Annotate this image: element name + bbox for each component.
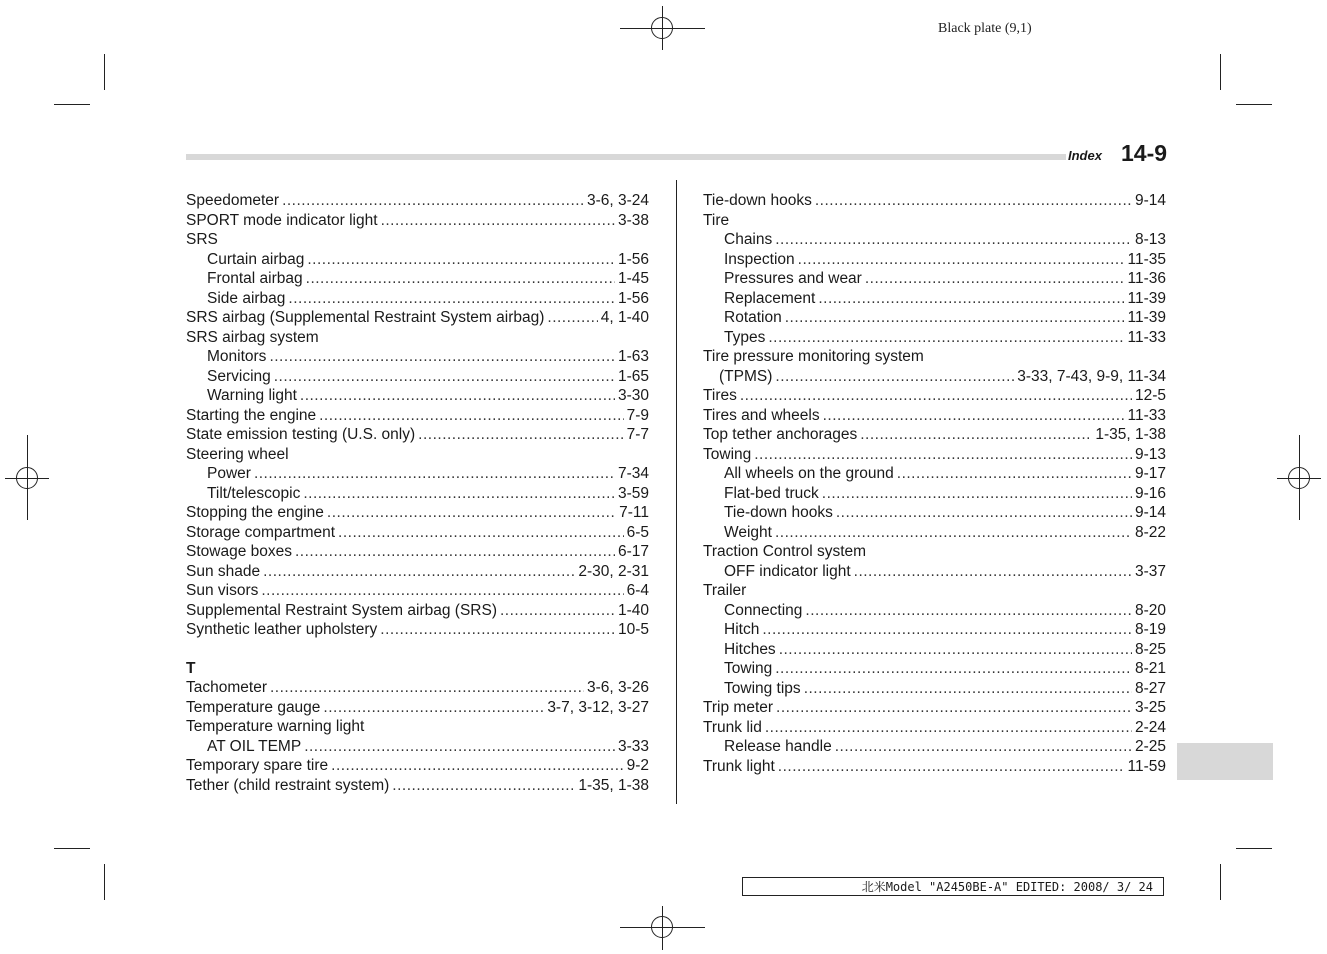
index-entry-page: 2-30, 2-31 [578,562,649,580]
dot-leader [327,503,616,523]
index-entry [186,328,649,348]
index-entry [186,678,649,698]
index-entry [703,191,1166,211]
index-entry-page: 9-16 [1134,484,1166,502]
index-entry [703,659,1166,679]
index-entry-page: 11-35 [1127,250,1166,268]
index-entry-page: 1-65 [617,367,649,385]
index-entry-page: 2-25 [1134,738,1166,755]
index-entry [703,601,1166,621]
index-entry [703,445,1166,465]
index-entry [186,523,649,543]
index-entry [703,367,1166,387]
index-entry-page: 7-34 [617,465,649,482]
index-entry [703,211,1166,231]
index-entry-term: Tie-down hooks [703,192,812,209]
dot-leader [303,484,615,504]
dot-leader [775,659,1132,679]
index-entry-term: Trailer [703,582,747,599]
index-entry [703,308,1166,328]
index-entry-page: 3-33, 7-43, 9-9, 11-34 [1017,367,1166,385]
index-entry [186,542,649,562]
index-entry [703,737,1166,757]
index-entry [703,757,1166,777]
index-entry-term: Warning light [207,387,297,404]
index-entry-term: Pressures and wear [724,270,862,287]
index-entry-term: Towing tips [724,679,801,697]
dot-leader [768,328,1124,348]
index-entry-term: Tires and wheels [703,406,820,424]
index-entry-term: Hitches [724,640,776,658]
index-entry-term: Tilt/telescopic [207,484,301,502]
index-entry-page: 4, 1-40 [600,309,649,326]
index-entry [703,406,1166,426]
index-entry [703,328,1166,348]
dot-leader [306,269,615,289]
dot-leader [754,445,1132,465]
index-entry-term: Replacement [724,289,816,307]
index-entry-term: Power [207,465,251,482]
index-entry-term: Trunk lid [703,718,762,736]
dot-leader [854,562,1132,582]
dot-leader [785,308,1125,328]
dot-leader [381,211,615,231]
index-entry [703,484,1166,504]
index-entry-page: 11-36 [1127,270,1166,287]
index-entry-page: 11-33 [1127,406,1166,424]
index-entry-term: Release handle [724,738,832,755]
index-entry-term: Sun shade [186,562,261,580]
index-entry [703,620,1166,640]
index-entry-term: Temporary spare tire [186,757,329,774]
index-entry [703,425,1166,445]
crop-mark [54,104,90,105]
footer-edit-info: 北米Model "A2450BE-A" EDITED: 2008/ 3/ 24 [742,877,1164,896]
index-entry-page: 8-22 [1134,523,1166,541]
section-letter: T [186,659,196,677]
index-entry-term: Monitors [207,348,267,365]
dot-leader [836,503,1132,523]
index-entry-term: SRS airbag system [186,328,319,346]
dot-leader [319,406,623,426]
index-entry-term: Weight [724,523,772,541]
index-entry [186,386,649,406]
index-entry-term: Speedometer [186,192,280,209]
index-entry [186,250,649,270]
dot-leader [804,679,1132,699]
index-entry-page: 11-39 [1127,289,1166,307]
dot-leader [269,347,615,367]
index-entry [186,484,649,504]
dot-leader [261,581,623,601]
plate-label: Black plate (9,1) [938,21,1032,36]
index-entry-page: 9-14 [1134,504,1166,521]
dot-leader [818,289,1124,309]
dot-leader [304,737,615,757]
crop-mark [104,54,105,90]
index-entry [703,464,1166,484]
dot-leader [865,269,1125,289]
index-entry-page: 9-13 [1134,445,1166,463]
dot-leader [860,425,1092,445]
header-section-title: Index [1068,148,1102,163]
index-entry-page: 1-56 [617,250,649,268]
thumb-tab [1177,743,1273,780]
index-entry [186,425,649,445]
dot-leader [762,620,1132,640]
index-entry [186,269,649,289]
dot-leader [274,367,615,387]
index-entry-term: (TPMS) [719,367,773,385]
index-entry-page: 9-14 [1134,192,1166,209]
dot-leader [331,756,623,776]
index-entry-term: Stopping the engine [186,504,324,521]
dot-leader [500,601,615,621]
index-entry-term: Side airbag [207,289,286,307]
index-entry-term: Inspection [724,250,795,268]
index-entry-term: Types [724,328,766,346]
index-entry [703,503,1166,523]
dot-leader [547,308,597,328]
index-entry-term: Storage compartment [186,523,336,541]
index-entry-page: 1-63 [617,348,649,365]
index-entry-page: 10-5 [617,621,649,638]
index-entry-page: 1-45 [617,270,649,287]
index-entry [703,386,1166,406]
index-entry [703,581,1166,601]
index-entry-page: 8-21 [1134,660,1166,677]
index-entry-page: 1-56 [617,289,649,307]
index-entry [186,367,649,387]
index-entry-term: Tire [703,211,730,229]
index-entry [186,717,649,737]
index-entry-page: 2-24 [1134,718,1166,736]
index-entry [186,464,649,484]
index-entry [703,347,1166,367]
column-divider [676,180,677,804]
index-entry [186,698,649,718]
index-entry [703,698,1166,718]
index-entry-term: Towing [724,660,773,677]
index-entry [186,562,649,582]
index-entry-term: Synthetic leather upholstery [186,621,378,638]
index-entry-term: Temperature gauge [186,698,321,716]
index-entry-term: Supplemental Restraint System airbag (SRS) [186,601,497,619]
index-entry [703,718,1166,738]
index-entry [186,776,649,796]
dot-leader [307,250,615,270]
index-entry [186,347,649,367]
dot-leader [392,776,575,796]
dot-leader [775,367,1014,387]
dot-leader [323,698,544,718]
dot-leader [778,757,1125,777]
index-entry-page: 7-7 [626,426,649,443]
index-entry-term: Tie-down hooks [724,504,833,521]
index-entry-page: 8-25 [1134,640,1166,658]
index-entry-page: 9-17 [1134,465,1166,482]
index-entry [186,191,649,211]
index-entry [703,640,1166,660]
index-entry-term: Top tether anchorages [703,426,858,443]
index-entry-page: 3-30 [617,387,649,404]
index-entry-page: 3-7, 3-12, 3-27 [547,698,649,716]
index-entry-term: Starting the engine [186,406,317,424]
index-entry-page: 8-20 [1134,601,1166,619]
dot-leader [740,386,1132,406]
index-entry [703,289,1166,309]
dot-leader [300,386,615,406]
dot-leader [295,542,615,562]
header-bar [186,154,1066,160]
crop-mark [1236,104,1272,105]
index-entry-term: SRS [186,231,218,248]
index-entry-page: 3-38 [617,211,649,229]
dot-leader [765,718,1132,738]
header-page-number: 14-9 [1121,140,1168,166]
index-entry [186,230,649,250]
index-entry-page: 9-2 [626,757,649,774]
index-entry-term: Sun visors [186,582,259,599]
index-entry-page: 11-33 [1127,328,1166,346]
index-entry-term: Trunk light [703,757,775,775]
index-entry-term: Trip meter [703,699,774,716]
index-entry [703,523,1166,543]
dot-leader [815,191,1132,211]
index-entry-term: Steering wheel [186,445,289,463]
index-entry-page: 7-11 [619,504,649,521]
index-entry-page: 11-59 [1127,757,1166,775]
index-entry-term: Tire pressure monitoring system [703,348,924,365]
crop-mark [54,848,90,849]
index-column-left [186,191,649,795]
dot-leader [270,678,584,698]
index-entry-term: Temperature warning light [186,718,365,735]
index-entry [703,542,1166,562]
index-entry [186,756,649,776]
index-entry [186,211,649,231]
index-entry [703,230,1166,250]
index-entry-term: Connecting [724,601,803,619]
index-entry-term: AT OIL TEMP [207,737,302,755]
index-entry-term: Hitch [724,621,760,638]
dot-leader [779,640,1132,660]
dot-leader [823,406,1125,426]
index-entry [186,737,649,757]
index-entry [186,308,649,328]
index-entry-term: All wheels on the ground [724,465,894,482]
index-entry-page: 3-6, 3-24 [586,192,649,209]
dot-leader [822,484,1132,504]
dot-leader [418,425,623,445]
dot-leader [805,601,1132,621]
dot-leader [380,620,615,640]
index-entry [186,445,649,465]
index-entry-term: Chains [724,231,773,248]
index-entry-term: Curtain airbag [207,250,305,268]
index-entry [186,620,649,640]
index-entry-page: 6-5 [626,523,649,541]
index-entry-term: SRS airbag (Supplemental Restraint System airbag) [186,309,545,326]
index-entry-term: Towing [703,445,752,463]
index-entry [703,562,1166,582]
dot-leader [835,737,1132,757]
dot-leader [338,523,624,543]
dot-leader [263,562,575,582]
index-entry-page: 1-35, 1-38 [578,776,649,794]
dot-leader [288,289,615,309]
index-entry-page: 3-6, 3-26 [586,679,649,696]
index-entry-term: Tachometer [186,679,267,696]
index-entry-page: 6-17 [617,543,649,560]
dot-leader [776,698,1132,718]
index-entry-term: State emission testing (U.S. only) [186,426,416,443]
crop-mark [1220,864,1221,900]
index-entry-page: 6-4 [626,582,649,599]
index-entry [186,581,649,601]
index-entry-page: 3-25 [1134,699,1166,716]
index-entry-term: OFF indicator light [724,562,851,580]
index-entry-term: Stowage boxes [186,543,292,560]
index-entry-page: 11-39 [1127,309,1166,326]
dot-leader [775,523,1132,543]
dot-leader [254,464,615,484]
dot-leader [897,464,1132,484]
dot-leader [282,191,584,211]
index-entry-page: 7-9 [626,406,649,424]
index-column-right [703,191,1166,776]
index-entry-page: 8-19 [1134,621,1166,638]
index-entry [703,269,1166,289]
index-entry [186,503,649,523]
index-entry-page: 8-13 [1134,231,1166,248]
index-entry-page: 3-59 [617,484,649,502]
index-entry-term: Frontal airbag [207,270,303,287]
index-entry [703,250,1166,270]
index-entry-page: 1-40 [617,601,649,619]
index-entry [703,679,1166,699]
index-entry-term: Tires [703,387,737,404]
index-entry-page: 3-33 [617,737,649,755]
index-entry-page: 3-37 [1134,562,1166,580]
dot-leader [798,250,1125,270]
crop-mark [104,864,105,900]
index-entry-term: Servicing [207,367,271,385]
index-entry-term: Traction Control system [703,543,867,560]
index-entry-term: Rotation [724,309,782,326]
index-entry [186,406,649,426]
index-entry [186,289,649,309]
crop-mark [1236,848,1272,849]
index-entry-page: 8-27 [1134,679,1166,697]
index-entry-term: SPORT mode indicator light [186,211,378,229]
index-entry-page: 12-5 [1134,387,1166,404]
dot-leader [775,230,1132,250]
index-entry-term: Tether (child restraint system) [186,776,390,794]
index-entry-term: Flat-bed truck [724,484,819,502]
index-entry [186,601,649,621]
index-entry-page: 1-35, 1-38 [1095,426,1166,443]
crop-mark [1220,54,1221,90]
